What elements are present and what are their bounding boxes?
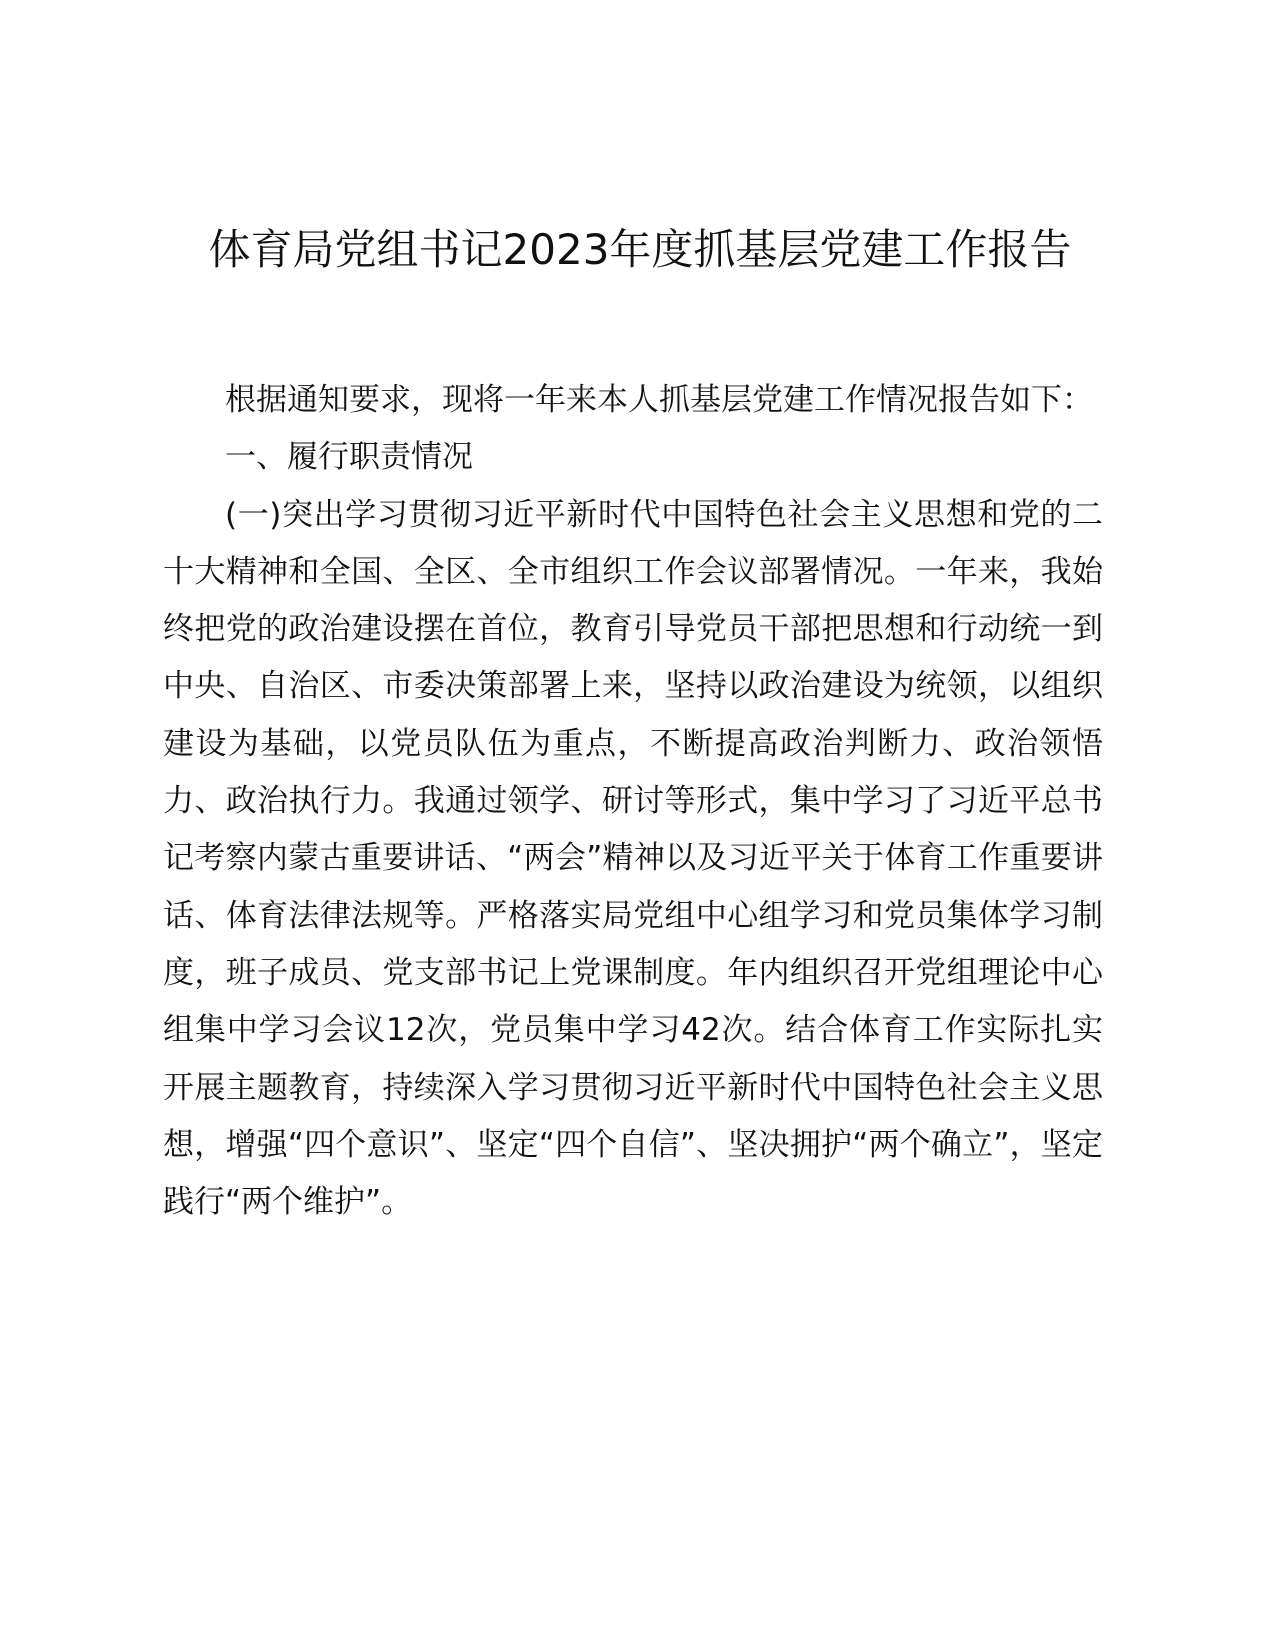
document-title: 体育局党组书记2023年度抓基层党建工作报告 xyxy=(208,225,1072,274)
body-paragraph: (一)突出学习贯彻习近平新时代中国特色社会主义思想和党的二十大精神和全国、全区、全市组织工作会议部署情况。一年来，我始终把党的政治建设摆在首位，教育引导党员干部把思想和行动统一到中央、自治区、市委决策部署上来，坚持以政治建设为统领，以组织建设为基础，以党员队伍为重点，不断提高政治判断力、政治领悟力、政治执行力。我通过领学、研讨等形式，集中学习了习近平总书记考察内蒙古重要讲话、“两会”精神以及习近平关于体育工作重要讲话、体育法律法规等。严格落实局党组中心组学习和党员集体学习制度，班子成员、党支部书记上党课制度。年内组织召开党组理论中心组集中学习会议12次，党员集中学习42次。结合体育工作实际扎实开展主题教育，持续深入学习贯彻习近平新时代中国特色社会主义思想，增强“四个意识”、坚定“四个自信”、坚决拥护“两个确立”，坚定践行“两个维护”。 xyxy=(163,496,1103,1221)
section-heading: 一、履行职责情况 xyxy=(225,439,473,476)
document-body xyxy=(163,372,1103,1231)
intro-paragraph: 根据通知要求，现将一年来本人抓基层党建工作情况报告如下： xyxy=(225,382,1093,418)
